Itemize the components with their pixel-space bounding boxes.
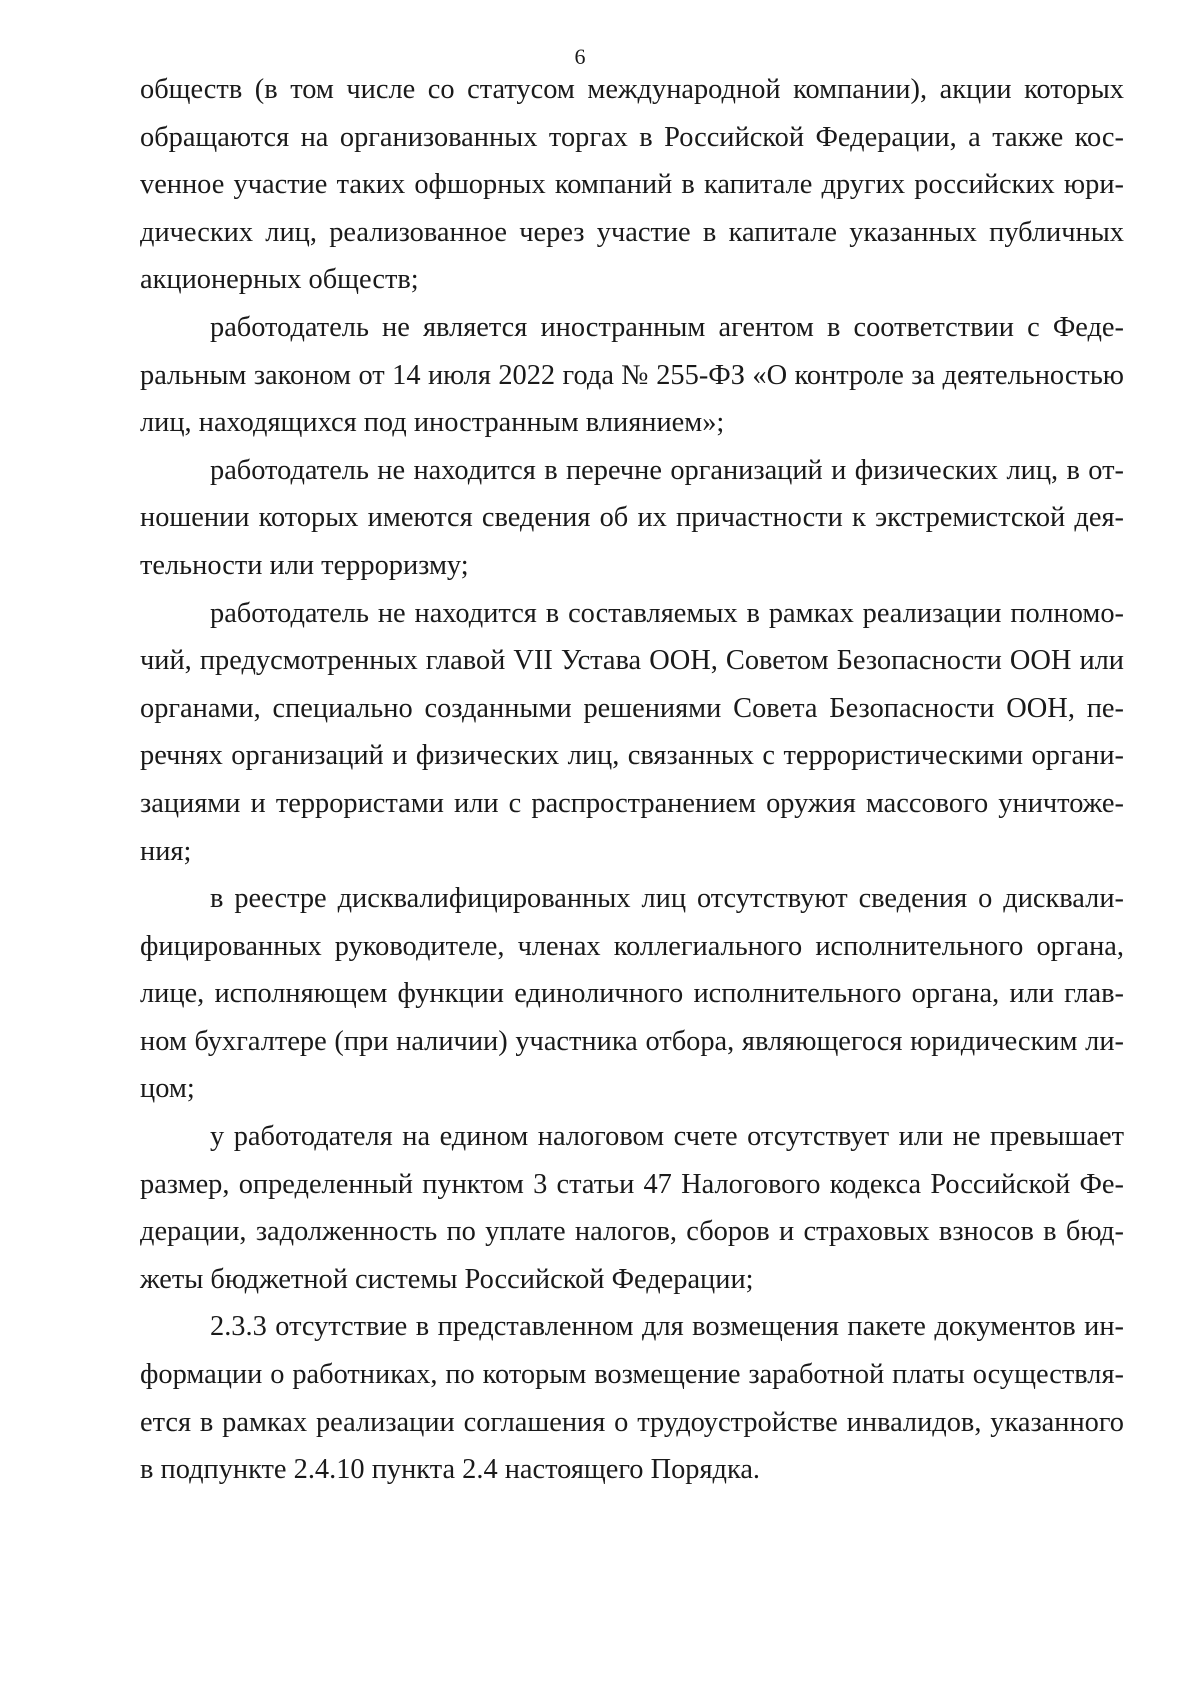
- paragraph-extremism-list: работодатель не находится в перечне организаций и физических лиц, в отношении которых имеются сведения об их причастности к экстремистской деятельности или терроризму;: [140, 454, 1124, 581]
- page-number: 6: [574, 44, 586, 69]
- paragraph-tax-debt: у работодателя на едином налоговом счете отсутствует или не превышает размер, определенный пунктом 3 статьи 47 Налогового кодекса Российской Федерации, задолженность по уплате налогов, сборов и страховых взносов в бюджеты бюджетной системы Российской Федерации;: [140, 1121, 1124, 1295]
- paragraph-disqualified-persons: в реестре дисквалифицированных лиц отсутствуют сведения о дисквалифицированных руководителе, членах коллегиального исполнительного органа, лице, исполняющем функции единоличного исполнительного органа, или главном бухгалтере (при наличии) участника отбора, являющегося юридическим лицом;: [140, 883, 1124, 1105]
- paragraph-un-sanctions-list: работодатель не находится в составляемых в рамках реализации полномочий, предусмотренных главой VII Устава ООН, Советом Безопасности ООН или органами, специально созданными решениями Совета Безопасности ООН, перечнях организаций и физических лиц, связанных с террористическими организациями и террористами или с распространением оружия массового уничтожения;: [140, 597, 1124, 867]
- paragraph-foreign-agent: работодатель не является иностранным агентом в соответствии с Федеральным законом от 14 июля 2022 года № 255-ФЗ «О контроле за деятельностью лиц, находящихся под иностранным влиянием»;: [140, 311, 1124, 439]
- document-body: [140, 66, 1124, 1494]
- paragraph-2-3-3: 2.3.3 отсутствие в представленном для возмещения пакете документов информации о работниках, по которым возмещение заработной платы осуществляется в рамках реализации соглашения о трудоустройстве инвалидов, указанного в подпункте 2.4.10 пункта 2.4 настоящего Порядка.: [140, 1311, 1124, 1486]
- paragraph-continuation: обществ (в том числе со статусом международной компании), акции которых обращаются на организованных торгах в Российской Федерации, а также косvенное участие таких офшорных компаний в капитале других российских юридических лиц, реализованное через участие в капитале указанных публичных акционерных обществ;: [140, 74, 1124, 296]
